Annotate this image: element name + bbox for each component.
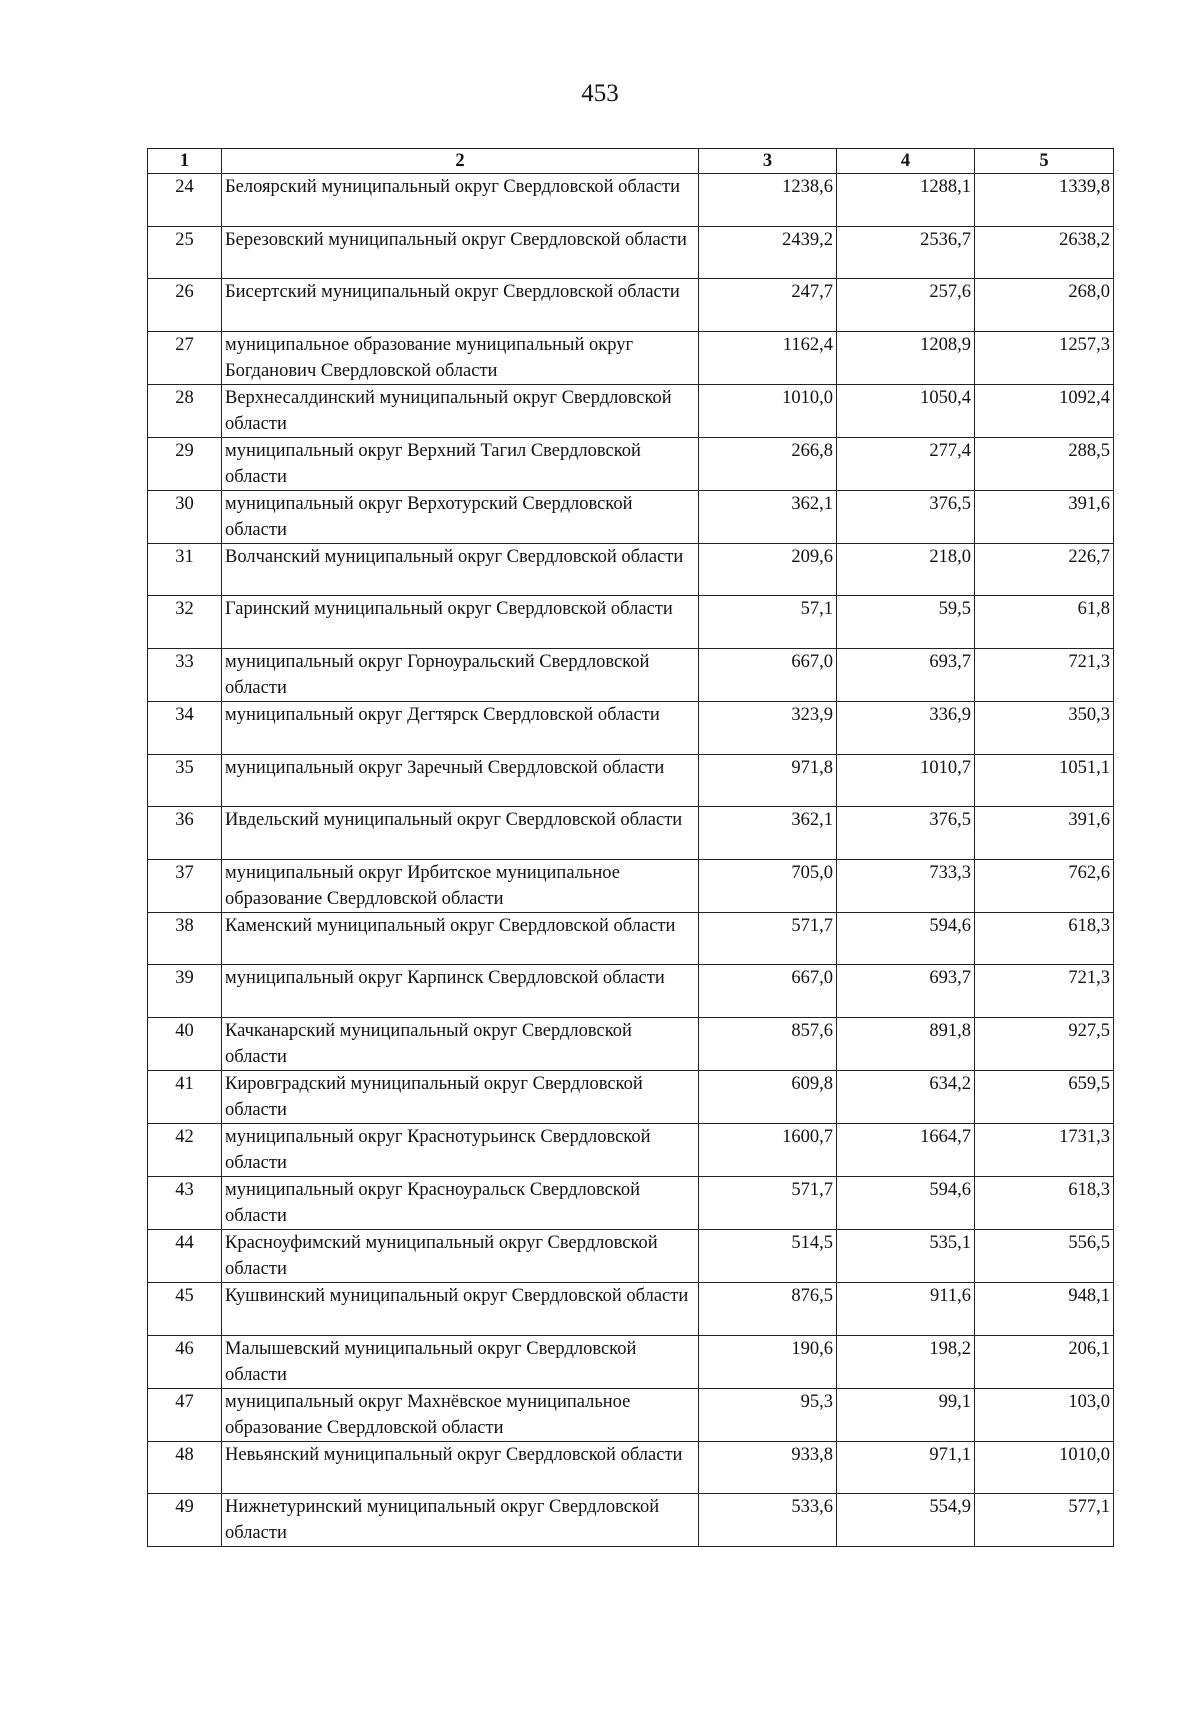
value-col-5: 1051,1 <box>975 754 1114 807</box>
value-col-5: 103,0 <box>975 1388 1114 1441</box>
value-col-4: 99,1 <box>837 1388 975 1441</box>
value-col-4: 376,5 <box>837 490 975 543</box>
value-col-4: 971,1 <box>837 1441 975 1494</box>
value-col-4: 594,6 <box>837 912 975 965</box>
value-col-4: 1288,1 <box>837 174 975 227</box>
header-col-2: 2 <box>222 149 699 174</box>
value-col-4: 1050,4 <box>837 384 975 437</box>
row-number: 38 <box>148 912 222 965</box>
municipality-name: Верхнесалдинский муниципальный округ Свердловской области <box>222 384 699 437</box>
value-col-5: 618,3 <box>975 1176 1114 1229</box>
value-col-5: 391,6 <box>975 807 1114 860</box>
municipality-name: муниципальный округ Горноуральский Свердловской области <box>222 648 699 701</box>
value-col-5: 927,5 <box>975 1017 1114 1070</box>
value-col-3: 971,8 <box>699 754 837 807</box>
municipality-name: муниципальный округ Краснотурьинск Свердловской области <box>222 1123 699 1176</box>
value-col-5: 721,3 <box>975 965 1114 1018</box>
table-row <box>148 1123 1114 1176</box>
table-row <box>148 1017 1114 1070</box>
municipality-name: Кушвинский муниципальный округ Свердловской области <box>222 1282 699 1335</box>
value-col-4: 1208,9 <box>837 331 975 384</box>
table-row <box>148 437 1114 490</box>
value-col-3: 57,1 <box>699 596 837 649</box>
table-row <box>148 1176 1114 1229</box>
value-col-4: 535,1 <box>837 1229 975 1282</box>
table-row <box>148 754 1114 807</box>
value-col-3: 533,6 <box>699 1494 837 1547</box>
municipality-name: Нижнетуринский муниципальный округ Свердловской области <box>222 1494 699 1547</box>
row-number: 28 <box>148 384 222 437</box>
table-row <box>148 1335 1114 1388</box>
value-col-5: 2638,2 <box>975 226 1114 279</box>
header-row <box>148 149 1114 174</box>
table-row <box>148 174 1114 227</box>
municipality-name: муниципальное образование муниципальный округ Богданович Свердловской области <box>222 331 699 384</box>
municipality-name: Ивдельский муниципальный округ Свердловской области <box>222 807 699 860</box>
table-row <box>148 1229 1114 1282</box>
municipality-name: муниципальный округ Махнёвское муниципальное образование Свердловской области <box>222 1388 699 1441</box>
row-number: 47 <box>148 1388 222 1441</box>
table-row <box>148 226 1114 279</box>
value-col-5: 577,1 <box>975 1494 1114 1547</box>
municipality-name: муниципальный округ Заречный Свердловской области <box>222 754 699 807</box>
table-row <box>148 648 1114 701</box>
value-col-4: 257,6 <box>837 279 975 332</box>
row-number: 39 <box>148 965 222 1018</box>
value-col-3: 1010,0 <box>699 384 837 437</box>
value-col-5: 1010,0 <box>975 1441 1114 1494</box>
value-col-5: 762,6 <box>975 859 1114 912</box>
row-number: 49 <box>148 1494 222 1547</box>
municipality-name: Бисертский муниципальный округ Свердловской области <box>222 279 699 332</box>
value-col-4: 59,5 <box>837 596 975 649</box>
value-col-3: 857,6 <box>699 1017 837 1070</box>
value-col-3: 667,0 <box>699 965 837 1018</box>
value-col-3: 1600,7 <box>699 1123 837 1176</box>
municipality-name: Кировградский муниципальный округ Свердловской области <box>222 1070 699 1123</box>
value-col-3: 362,1 <box>699 490 837 543</box>
table-row <box>148 331 1114 384</box>
value-col-5: 268,0 <box>975 279 1114 332</box>
value-col-5: 61,8 <box>975 596 1114 649</box>
municipality-name: муниципальный округ Верхний Тагил Свердловской области <box>222 437 699 490</box>
value-col-5: 1731,3 <box>975 1123 1114 1176</box>
table-row <box>148 912 1114 965</box>
data-table <box>147 148 1114 1547</box>
value-col-5: 618,3 <box>975 912 1114 965</box>
row-number: 45 <box>148 1282 222 1335</box>
table-row <box>148 965 1114 1018</box>
table-row <box>148 701 1114 754</box>
value-col-5: 659,5 <box>975 1070 1114 1123</box>
municipality-name: Красноуфимский муниципальный округ Свердловской области <box>222 1229 699 1282</box>
value-col-4: 1010,7 <box>837 754 975 807</box>
row-number: 34 <box>148 701 222 754</box>
value-col-3: 933,8 <box>699 1441 837 1494</box>
value-col-5: 1339,8 <box>975 174 1114 227</box>
municipality-name: Каменский муниципальный округ Свердловской области <box>222 912 699 965</box>
value-col-3: 190,6 <box>699 1335 837 1388</box>
municipality-name: Березовский муниципальный округ Свердловской области <box>222 226 699 279</box>
row-number: 43 <box>148 1176 222 1229</box>
value-col-3: 362,1 <box>699 807 837 860</box>
row-number: 40 <box>148 1017 222 1070</box>
row-number: 26 <box>148 279 222 332</box>
table-row <box>148 384 1114 437</box>
table-header <box>148 149 1114 174</box>
value-col-5: 350,3 <box>975 701 1114 754</box>
value-col-5: 721,3 <box>975 648 1114 701</box>
value-col-3: 95,3 <box>699 1388 837 1441</box>
municipality-name: муниципальный округ Верхотурский Свердловской области <box>222 490 699 543</box>
value-col-4: 376,5 <box>837 807 975 860</box>
value-col-4: 554,9 <box>837 1494 975 1547</box>
value-col-5: 226,7 <box>975 543 1114 596</box>
value-col-5: 1257,3 <box>975 331 1114 384</box>
table-row <box>148 279 1114 332</box>
row-number: 48 <box>148 1441 222 1494</box>
row-number: 31 <box>148 543 222 596</box>
value-col-5: 391,6 <box>975 490 1114 543</box>
value-col-3: 266,8 <box>699 437 837 490</box>
table-row <box>148 859 1114 912</box>
row-number: 32 <box>148 596 222 649</box>
header-col-4: 4 <box>837 149 975 174</box>
value-col-4: 693,7 <box>837 648 975 701</box>
value-col-4: 336,9 <box>837 701 975 754</box>
table-row <box>148 1388 1114 1441</box>
value-col-5: 206,1 <box>975 1335 1114 1388</box>
value-col-4: 1664,7 <box>837 1123 975 1176</box>
header-col-3: 3 <box>699 149 837 174</box>
municipality-name: Малышевский муниципальный округ Свердловской области <box>222 1335 699 1388</box>
row-number: 24 <box>148 174 222 227</box>
value-col-4: 218,0 <box>837 543 975 596</box>
value-col-4: 198,2 <box>837 1335 975 1388</box>
value-col-5: 288,5 <box>975 437 1114 490</box>
value-col-4: 2536,7 <box>837 226 975 279</box>
table-row <box>148 807 1114 860</box>
municipality-name: Волчанский муниципальный округ Свердловской области <box>222 543 699 596</box>
row-number: 42 <box>148 1123 222 1176</box>
row-number: 36 <box>148 807 222 860</box>
value-col-3: 514,5 <box>699 1229 837 1282</box>
table-row <box>148 543 1114 596</box>
value-col-3: 571,7 <box>699 1176 837 1229</box>
value-col-4: 911,6 <box>837 1282 975 1335</box>
value-col-3: 571,7 <box>699 912 837 965</box>
municipality-name: Невьянский муниципальный округ Свердловской области <box>222 1441 699 1494</box>
row-number: 27 <box>148 331 222 384</box>
value-col-4: 594,6 <box>837 1176 975 1229</box>
municipality-name: муниципальный округ Дегтярск Свердловской области <box>222 701 699 754</box>
row-number: 29 <box>148 437 222 490</box>
value-col-5: 1092,4 <box>975 384 1114 437</box>
value-col-3: 1238,6 <box>699 174 837 227</box>
row-number: 25 <box>148 226 222 279</box>
value-col-4: 634,2 <box>837 1070 975 1123</box>
table-row <box>148 1070 1114 1123</box>
value-col-4: 891,8 <box>837 1017 975 1070</box>
value-col-4: 693,7 <box>837 965 975 1018</box>
municipality-name: муниципальный округ Ирбитское муниципальное образование Свердловской области <box>222 859 699 912</box>
municipality-name: муниципальный округ Карпинск Свердловской области <box>222 965 699 1018</box>
table-row <box>148 1494 1114 1547</box>
table-row <box>148 596 1114 649</box>
value-col-3: 323,9 <box>699 701 837 754</box>
municipality-name: Гаринский муниципальный округ Свердловской области <box>222 596 699 649</box>
table-row <box>148 1441 1114 1494</box>
table-row <box>148 490 1114 543</box>
row-number: 46 <box>148 1335 222 1388</box>
page-number: 453 <box>581 80 619 107</box>
municipality-name: Белоярский муниципальный округ Свердловской области <box>222 174 699 227</box>
value-col-5: 556,5 <box>975 1229 1114 1282</box>
value-col-4: 277,4 <box>837 437 975 490</box>
row-number: 35 <box>148 754 222 807</box>
row-number: 37 <box>148 859 222 912</box>
value-col-3: 609,8 <box>699 1070 837 1123</box>
value-col-3: 705,0 <box>699 859 837 912</box>
row-number: 44 <box>148 1229 222 1282</box>
value-col-4: 733,3 <box>837 859 975 912</box>
row-number: 30 <box>148 490 222 543</box>
value-col-5: 948,1 <box>975 1282 1114 1335</box>
value-col-3: 1162,4 <box>699 331 837 384</box>
municipality-name: муниципальный округ Красноуральск Свердловской области <box>222 1176 699 1229</box>
value-col-3: 209,6 <box>699 543 837 596</box>
municipality-name: Качканарский муниципальный округ Свердловской области <box>222 1017 699 1070</box>
value-col-3: 247,7 <box>699 279 837 332</box>
row-number: 33 <box>148 648 222 701</box>
header-col-1: 1 <box>148 149 222 174</box>
value-col-3: 2439,2 <box>699 226 837 279</box>
header-col-5: 5 <box>975 149 1114 174</box>
table-row <box>148 1282 1114 1335</box>
row-number: 41 <box>148 1070 222 1123</box>
value-col-3: 876,5 <box>699 1282 837 1335</box>
table-body <box>148 174 1114 1547</box>
value-col-3: 667,0 <box>699 648 837 701</box>
